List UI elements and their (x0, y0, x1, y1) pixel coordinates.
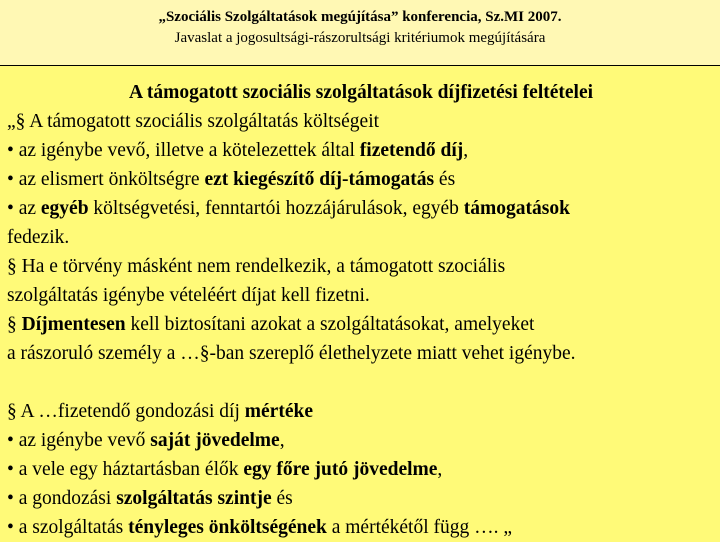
paragraph-4-intro (7, 397, 715, 426)
paragraph-4-bullet-1 (7, 426, 715, 455)
slide-content (7, 78, 715, 542)
paragraph-2-line-2: szolgáltatás igénybe vételéért díjat kell fizetni. (7, 285, 370, 306)
text: • az elismert önköltségre (7, 169, 205, 190)
text: , (463, 140, 469, 161)
content-heading: A támogatott szociális szolgáltatások díjfizetési feltételei (128, 82, 594, 103)
bold-text: támogatások (463, 198, 570, 219)
text: és (434, 169, 456, 190)
text: , (437, 459, 443, 480)
text: § (7, 314, 22, 335)
text: • a gondozási (7, 488, 117, 509)
bold-text: saját jövedelme (150, 430, 280, 451)
paragraph-1-bullet-1 (7, 136, 715, 165)
text: és (271, 488, 293, 509)
text: , (279, 430, 285, 451)
bold-text: Díjmentesen (21, 314, 126, 335)
bold-text: ezt kiegészítő díj-támogatás (204, 169, 435, 190)
text: • az igénybe vevő (7, 430, 151, 451)
text: § A …fizetendő gondozási díj (7, 401, 245, 422)
bold-text: szolgáltatás szintje (116, 488, 272, 509)
bold-text: egyéb (40, 198, 89, 219)
paragraph-1-end: fedezik. (7, 227, 70, 248)
conference-title: „Szociális Szolgáltatások megújítása” konferencia, Sz.MI 2007. (158, 9, 562, 25)
text: kell biztosítani azokat a szolgáltatásokat, amelyeket (125, 314, 535, 335)
bold-text: tényleges önköltségének (128, 517, 327, 538)
bold-text: egy főre jutó jövedelme (243, 459, 438, 480)
bold-text: mértéke (244, 401, 313, 422)
paragraph-3-line-1 (7, 310, 715, 339)
text: • az igénybe vevő, illetve a kötelezettek által (7, 140, 360, 161)
paragraph-1-bullet-3 (7, 194, 715, 223)
paragraph-1-intro: „§ A támogatott szociális szolgáltatás költségeit (7, 111, 380, 132)
text: • a szolgáltatás (7, 517, 129, 538)
paragraph-4-bullet-4 (7, 513, 715, 542)
slide-header (0, 0, 720, 66)
spacer (7, 368, 715, 397)
paragraph-1-bullet-2 (7, 165, 715, 194)
text: • az (7, 198, 41, 219)
text: • a vele egy háztartásban élők (7, 459, 244, 480)
text: a mértékétől függ …. „ (326, 517, 513, 538)
text: költségvetési, fenntartói hozzájárulások, egyéb (88, 198, 464, 219)
paragraph-2-line-1: § Ha e törvény másként nem rendelkezik, a támogatott szociális (7, 256, 506, 277)
paragraph-4-bullet-2 (7, 455, 715, 484)
conference-subtitle: Javaslat a jogosultsági-rászorultsági kritériumok megújítására (174, 30, 546, 46)
bold-text: fizetendő díj (359, 140, 464, 161)
paragraph-4-bullet-3 (7, 484, 715, 513)
paragraph-3-line-2: a rászoruló személy a …§-ban szereplő élethelyzete miatt vehet igénybe. (7, 343, 576, 364)
